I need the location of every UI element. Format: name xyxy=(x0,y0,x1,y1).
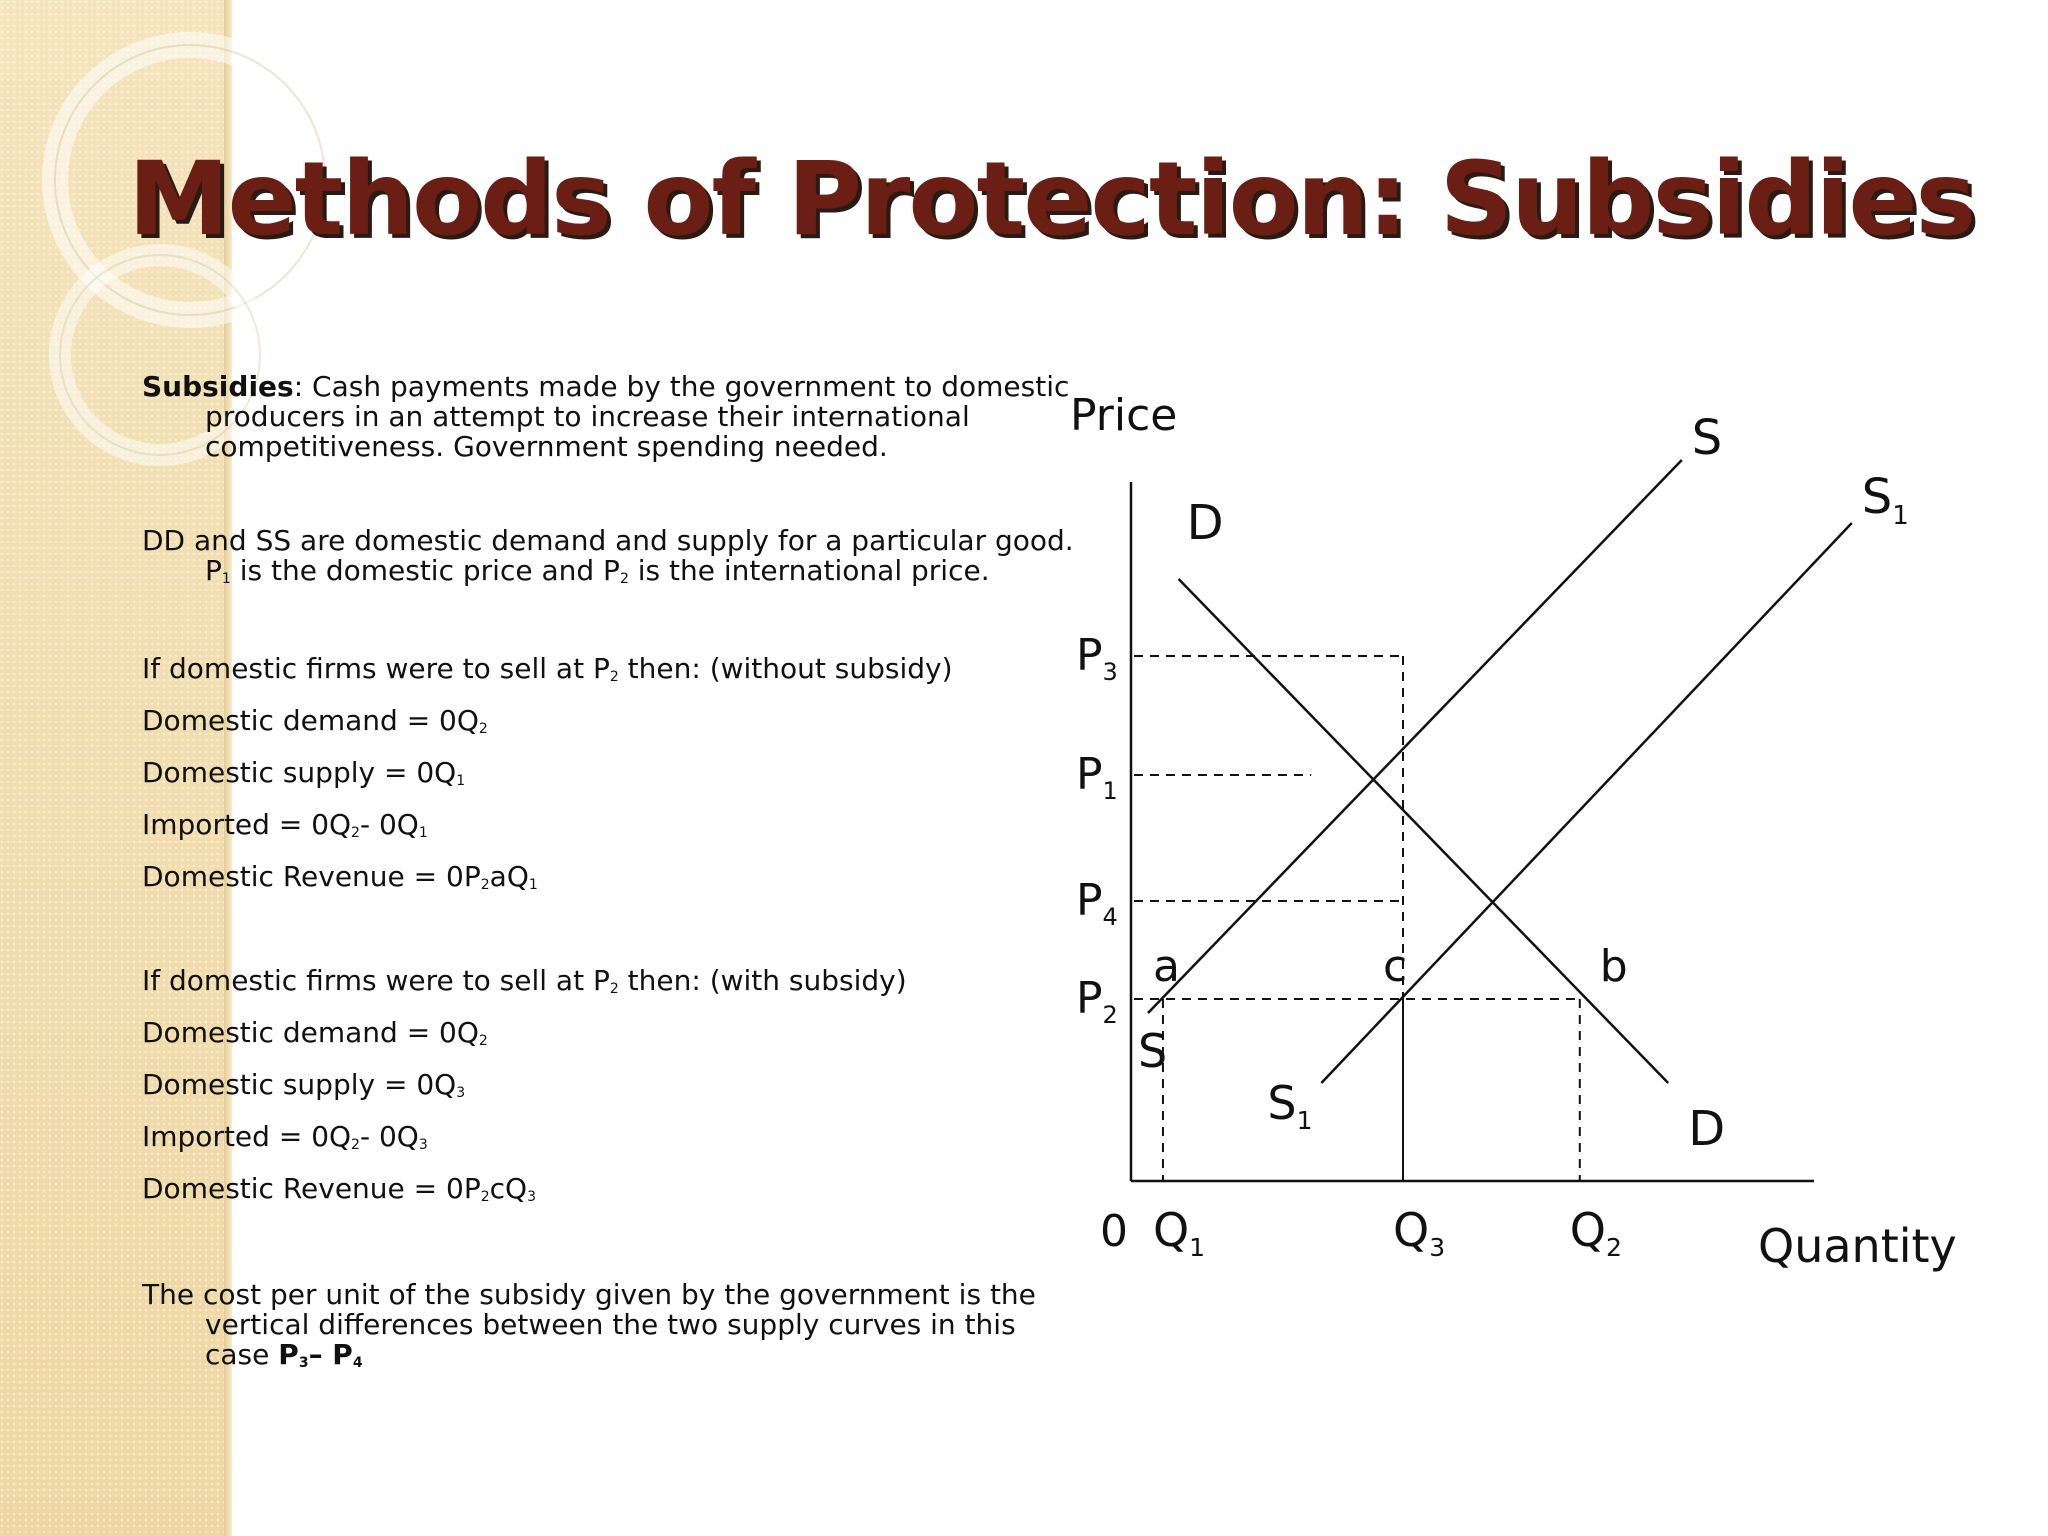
text: If domestic firms were to sell at P xyxy=(142,964,610,997)
text: - 0Q xyxy=(359,1120,419,1153)
text: Domestic Revenue = 0P xyxy=(142,1172,481,1205)
subscript: 4 xyxy=(352,1355,363,1371)
subscript: 2 xyxy=(351,825,360,841)
chart-labels xyxy=(1070,390,1957,1273)
price-label-p2: $P_2$ xyxy=(1076,973,1118,1029)
text: If domestic firms were to sell at P xyxy=(142,652,610,685)
text: – P xyxy=(308,1338,353,1371)
definition-text: : Cash payments made by the government to domestic producers in an attempt to increase their international competitiveness. Government spending needed. xyxy=(205,370,1070,463)
point-label-b: b xyxy=(1599,941,1628,992)
definition-term: Subsidies xyxy=(142,370,294,403)
chart-curves xyxy=(1148,460,1852,1083)
curve-label-s1-top: $S_1$ xyxy=(1861,469,1909,531)
text: Domestic demand = 0Q xyxy=(142,1016,479,1049)
subscript: 3 xyxy=(298,1355,309,1371)
text: aQ xyxy=(489,860,529,893)
text: P xyxy=(278,1338,299,1371)
curve-label-s1-bottom: $S_1$ xyxy=(1267,1076,1313,1135)
subscript: 2 xyxy=(480,1189,490,1205)
text: Domestic demand = 0Q xyxy=(142,704,479,737)
subscript: 2 xyxy=(480,877,490,893)
text: then: (without subsidy) xyxy=(618,652,953,685)
chart-guide-lines xyxy=(1134,656,1580,1181)
p2-text: is the international price. xyxy=(628,554,990,587)
p2-symbol: P xyxy=(603,554,620,587)
subscript: 3 xyxy=(527,1189,537,1205)
text: cQ xyxy=(489,1172,528,1205)
text: Imported = 0Q xyxy=(142,1120,352,1153)
text: then: (with subsidy) xyxy=(618,964,907,997)
subscript: 2 xyxy=(609,669,619,685)
text: - 0Q xyxy=(359,808,419,841)
p1-symbol: P xyxy=(205,554,222,587)
curve-d xyxy=(1179,579,1669,1083)
curve-label-s-bottom: S xyxy=(1138,1024,1168,1078)
p1-subscript: 1 xyxy=(221,571,231,587)
subscript: 3 xyxy=(418,1137,428,1153)
page-title: Methods of Protection: Subsidies xyxy=(128,140,1975,259)
text: Domestic Revenue = 0P xyxy=(142,860,481,893)
subscript: 2 xyxy=(478,721,488,737)
context-line1: DD and SS are domestic demand and supply for a particular good. xyxy=(142,524,1074,557)
price-label-p3: $P_3$ xyxy=(1076,630,1118,686)
subscript: 2 xyxy=(478,1033,488,1049)
quantity-label-q2: $Q_2$ xyxy=(1569,1203,1622,1262)
text: Domestic supply = 0Q xyxy=(142,756,457,789)
point-label-a: a xyxy=(1152,941,1180,992)
curve-label-s-top: S xyxy=(1691,410,1723,466)
subscript: 1 xyxy=(456,773,466,789)
curve-label-d-top: D xyxy=(1186,495,1224,551)
cost-note-text: The cost per unit of the subsidy given by the government is the vertical differences between the two supply curves in this case xyxy=(142,1278,1036,1371)
x-axis-title: Quantity xyxy=(1758,1219,1957,1273)
curve-s xyxy=(1148,460,1682,1013)
p1-text: is the domestic price and xyxy=(230,554,604,587)
quantity-label-q3: $Q_3$ xyxy=(1393,1203,1446,1262)
subscript: 1 xyxy=(528,877,538,893)
subscript: 3 xyxy=(456,1085,466,1101)
subscript: 2 xyxy=(351,1137,360,1153)
subscript: 1 xyxy=(418,825,428,841)
curve-label-d-bottom: D xyxy=(1688,1101,1726,1157)
quantity-label-q1: $Q_1$ xyxy=(1152,1203,1206,1262)
price-label-p1: $P_1$ xyxy=(1076,749,1118,805)
p2-subscript: 2 xyxy=(619,571,629,587)
subscript: 2 xyxy=(609,981,619,997)
price-label-p4: $P_4$ xyxy=(1076,875,1118,931)
chart-axes xyxy=(1131,482,1814,1181)
text: Domestic supply = 0Q xyxy=(142,1068,457,1101)
origin-label: 0 xyxy=(1100,1206,1128,1257)
y-axis-title: Price xyxy=(1070,390,1178,441)
point-label-c: c xyxy=(1383,941,1408,992)
text: Imported = 0Q xyxy=(142,808,352,841)
